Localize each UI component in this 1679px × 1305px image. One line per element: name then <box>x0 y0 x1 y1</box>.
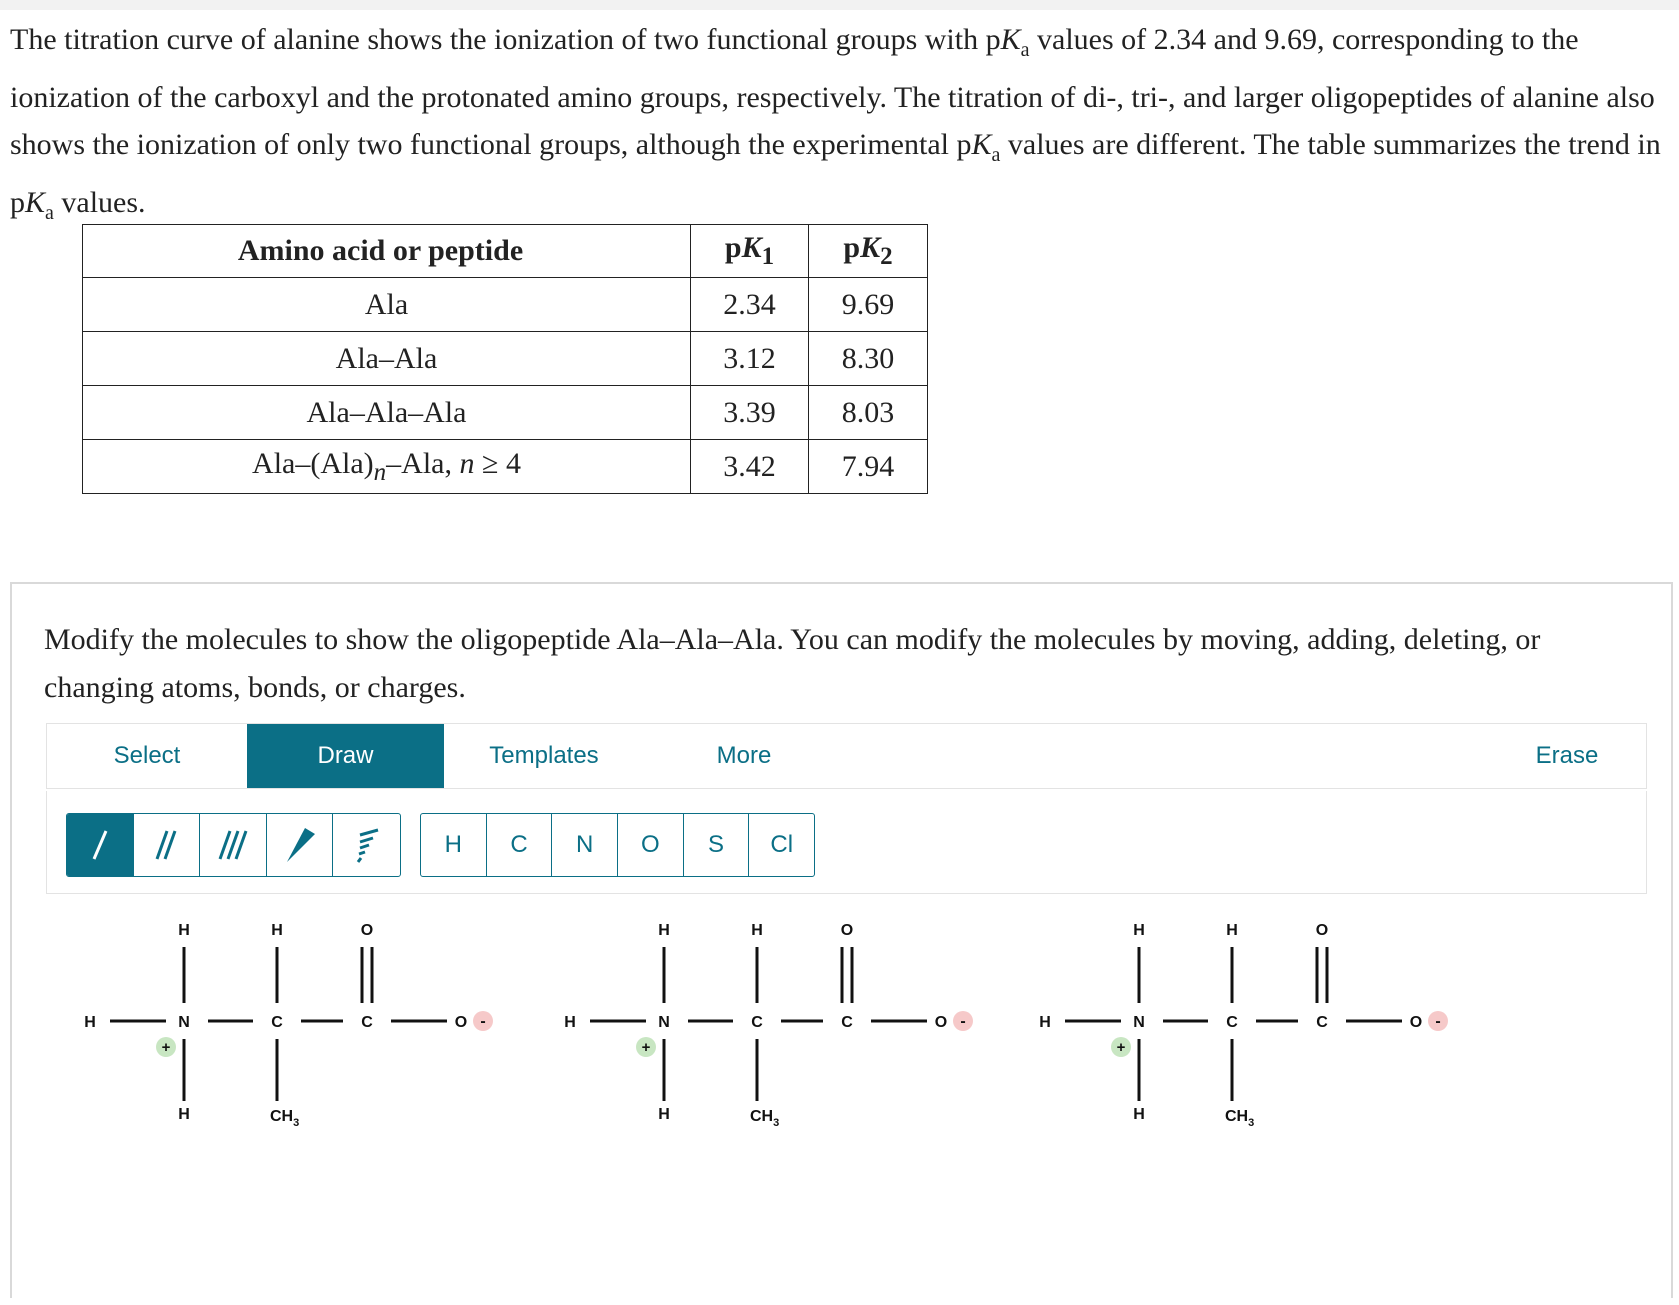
question-text: Modify the molecules to show the oligopeptide Ala–Ala–Ala. You can modify the molecules by moving, adding, deleting, or changing atoms, bonds, or charges. <box>44 623 1541 704</box>
table-row <box>83 386 928 440</box>
atom-o[interactable]: O <box>934 1014 948 1031</box>
cell-pk2: 8.03 <box>809 386 928 440</box>
methyl-group[interactable]: $CH_3$ <box>270 1108 300 1129</box>
atom-h[interactable]: H <box>271 922 283 939</box>
atom-h[interactable]: H <box>1133 922 1145 939</box>
table-header-row <box>83 225 928 278</box>
positive-charge-sign[interactable]: + <box>1116 1039 1126 1056</box>
methyl-group[interactable]: $CH_3$ <box>1225 1108 1255 1129</box>
header-peptide: Amino acid or peptide <box>83 225 691 278</box>
atom-n[interactable]: N <box>1133 1014 1145 1031</box>
methyl-group[interactable]: $CH_3$ <box>750 1108 780 1129</box>
cell-peptide: Ala–Ala <box>83 332 691 386</box>
tab-draw[interactable]: Draw <box>247 724 444 788</box>
draw-toolbar <box>46 791 1647 894</box>
atom-n[interactable]: N <box>178 1014 190 1031</box>
bond-tool-group <box>66 813 401 877</box>
cell-pk2: 9.69 <box>809 278 928 332</box>
wedge-bond-button[interactable] <box>267 814 334 876</box>
cell-pk2: 8.30 <box>809 332 928 386</box>
cell-peptide: Ala <box>83 278 691 332</box>
negative-charge-sign[interactable]: - <box>1435 1013 1441 1030</box>
negative-charge-sign[interactable]: - <box>960 1013 966 1030</box>
atom-o[interactable]: O <box>840 922 854 939</box>
cell-peptide: Ala–Ala–Ala <box>83 386 691 440</box>
atom-n[interactable]: N <box>658 1014 670 1031</box>
pka-table <box>82 224 928 494</box>
atom-h[interactable]: H <box>751 922 763 939</box>
atom-o[interactable]: O <box>454 1014 468 1031</box>
atom-n-button[interactable]: N <box>552 814 618 876</box>
single-bond-button[interactable] <box>67 814 134 876</box>
atom-c[interactable]: C <box>1316 1014 1328 1031</box>
single-bond-icon <box>85 828 115 862</box>
double-bond-icon <box>151 828 181 862</box>
atom-h[interactable]: H <box>178 1106 190 1123</box>
atom-h[interactable]: H <box>658 1106 670 1123</box>
table-row <box>83 278 928 332</box>
atom-s-button[interactable]: S <box>684 814 750 876</box>
positive-charge-sign[interactable]: + <box>641 1039 651 1056</box>
atom-h[interactable]: H <box>658 922 670 939</box>
atom-c[interactable]: C <box>361 1014 373 1031</box>
tab-select[interactable]: Select <box>113 742 181 769</box>
hash-bond-button[interactable] <box>333 814 400 876</box>
atom-h[interactable]: H <box>1133 1106 1145 1123</box>
molecule-drawing[interactable] <box>12 904 1672 1300</box>
atom-c[interactable]: C <box>841 1014 853 1031</box>
atom-tool-group <box>420 813 815 877</box>
cell-pk2: 7.94 <box>809 440 928 494</box>
intro-paragraph: The titration curve of alanine shows the ionization of two functional groups with $pK_a$ values of 2.34 and 9.69, corresponding to the ionization of the carboxyl and the protonated amino groups, respectively. The titration of di-, tri-, and larger oligopeptides of alanine also shows the ionization of only two functional groups, although the experimental $pK_a$ values are different. The table summarizes the trend in $pK_a$ values. <box>10 23 1661 224</box>
table-row <box>83 440 928 494</box>
atom-h[interactable]: H <box>1039 1014 1051 1031</box>
drawing-canvas[interactable] <box>12 904 1672 1300</box>
cell-pk1: 3.12 <box>691 332 809 386</box>
atom-c-button[interactable]: C <box>487 814 553 876</box>
atom-h[interactable]: H <box>84 1014 96 1031</box>
cell-pk1: 3.39 <box>691 386 809 440</box>
atom-cl-button[interactable]: Cl <box>770 831 794 858</box>
tab-more[interactable]: More <box>716 742 772 769</box>
atom-h-button[interactable]: H <box>421 814 487 876</box>
top-strip <box>0 0 1679 10</box>
table-row <box>83 332 928 386</box>
atom-h[interactable]: H <box>564 1014 576 1031</box>
cell-pk1: 3.42 <box>691 440 809 494</box>
triple-bond-icon <box>216 828 250 862</box>
atom-o[interactable]: O <box>360 922 374 939</box>
tab-templates[interactable]: Templates <box>489 742 599 769</box>
header-pk2: $pK_2$ <box>809 225 928 278</box>
double-bond-button[interactable] <box>134 814 201 876</box>
atom-h[interactable]: H <box>1226 922 1238 939</box>
cell-pk1: 2.34 <box>691 278 809 332</box>
triple-bond-button[interactable] <box>200 814 267 876</box>
cell-peptide: Ala–$(Ala)_n$–Ala, n ≥ 4 <box>83 440 691 494</box>
atom-o[interactable]: O <box>1409 1014 1423 1031</box>
editor-tab-bar <box>46 723 1647 789</box>
atom-c[interactable]: C <box>751 1014 763 1031</box>
question-panel <box>10 582 1673 1298</box>
atom-c[interactable]: C <box>1226 1014 1238 1031</box>
positive-charge-sign[interactable]: + <box>161 1039 171 1056</box>
atom-o-button[interactable]: O <box>618 814 684 876</box>
negative-charge-sign[interactable]: - <box>480 1013 486 1030</box>
atom-h[interactable]: H <box>178 922 190 939</box>
hash-bond-icon <box>350 826 384 864</box>
atom-c[interactable]: C <box>271 1014 283 1031</box>
erase-button[interactable]: Erase <box>1535 742 1599 769</box>
header-pk1: $pK_1$ <box>691 225 809 278</box>
atom-o[interactable]: O <box>1315 922 1329 939</box>
wedge-bond-icon <box>283 826 317 864</box>
